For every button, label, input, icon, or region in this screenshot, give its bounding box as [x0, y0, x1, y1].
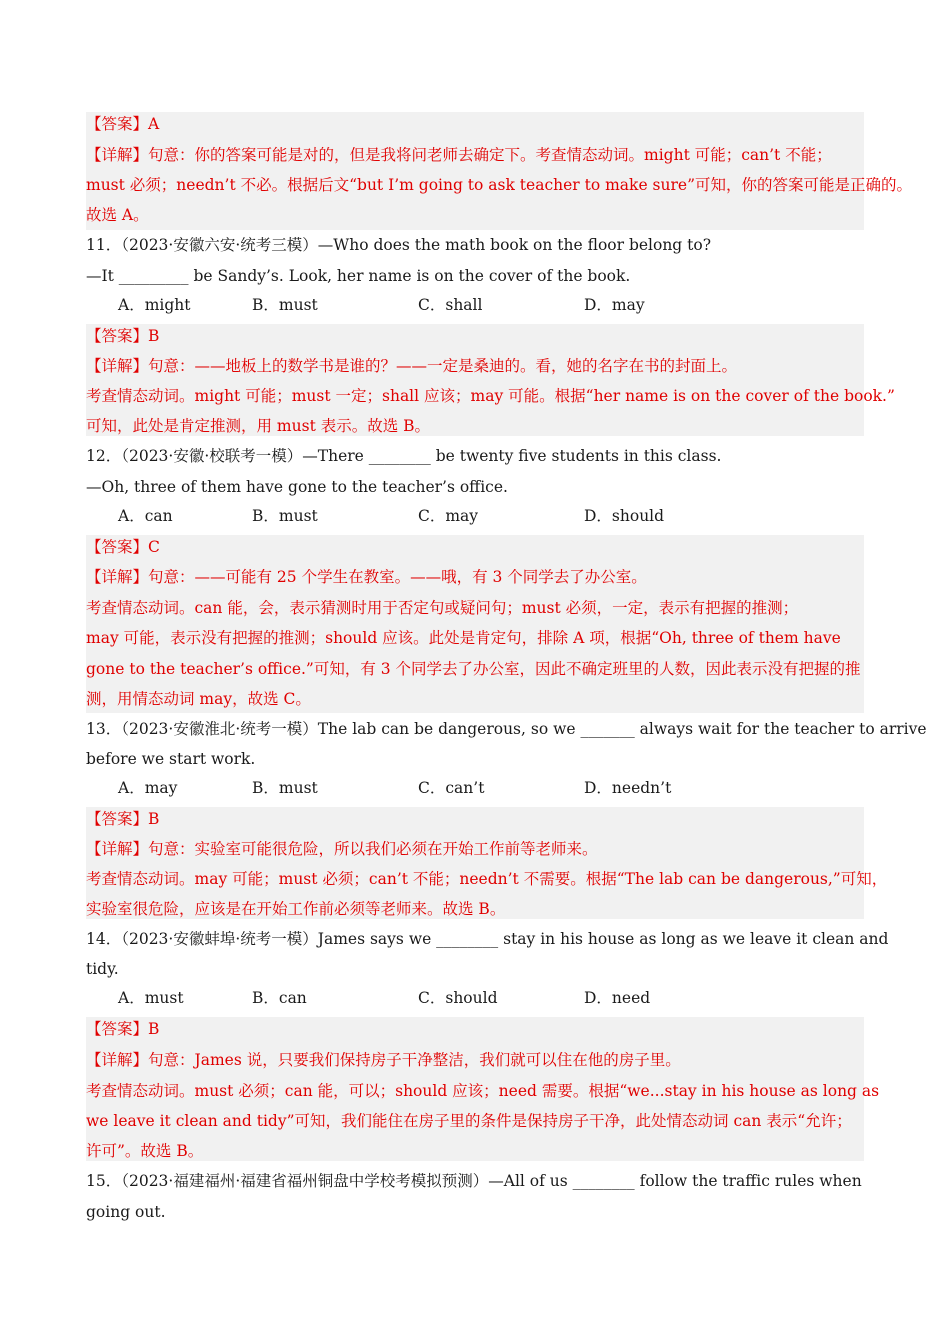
option-b: B．must	[252, 507, 318, 525]
option-b: B．must	[252, 296, 318, 314]
explanation-line: gone to the teacher’s office.”可知，有 3 个同学去了办公室，因此不确定班里的人数，因此表示没有把握的推	[86, 660, 861, 678]
explanation-line: 可知，此处是肯定推测，用 must 表示。故选 B。	[86, 417, 431, 435]
option-a: A．can	[118, 507, 173, 525]
option-d: D．need	[584, 989, 651, 1007]
option-a: A．must	[118, 989, 184, 1007]
explanation-line: 考查情态动词。might 可能；must 一定；shall 应该；may 可能。根据“her name is on the cover of the book.”	[86, 387, 895, 405]
question-stem: 15．（2023·福建福州·福建省福州铜盘中学校考模拟预测）—All of us ________ follow the traffic rules when	[86, 1172, 862, 1190]
option-d: D．may	[584, 296, 645, 314]
explanation-line: 考查情态动词。may 可能；must 必须；can’t 不能；needn’t 不需要。根据“The lab can be dangerous,”可知，	[86, 870, 888, 888]
option-d: D．should	[584, 507, 665, 525]
explanation-line: may 可能，表示没有把握的推测；should 应该。此处是肯定句，排除 A 项，根据“Oh, three of them have	[86, 629, 841, 647]
explanation-line: 【详解】句意：实验室可能很危险，所以我们必须在开始工作前等老师来。	[86, 840, 598, 858]
explanation-line: 【详解】句意：James 说，只要我们保持房子干净整洁，我们就可以住在他的房子里。	[86, 1051, 681, 1069]
explanation-line: 实验室很危险，应该是在开始工作前必须等老师来。故选 B。	[86, 900, 506, 918]
explanation-line: 考查情态动词。must 必须；can 能，可以；should 应该；need 需要。根据“we...stay in his house as long as	[86, 1082, 880, 1100]
explanation-line: 【详解】句意：——可能有 25 个学生在教室。——哦，有 3 个同学去了办公室。	[86, 568, 647, 586]
option-a: A．might	[118, 296, 191, 314]
option-d: D．needn’t	[584, 779, 672, 797]
explanation-line: 测，用情态动词 may，故选 C。	[86, 690, 311, 708]
answer-line: 【答案】C	[86, 538, 160, 556]
explanation-line: must 必须；needn’t 不必。根据后文“but I’m going to ask teacher to make sure”可知，你的答案可能是正确的。	[86, 176, 912, 194]
option-a: A．may	[118, 779, 178, 797]
answer-line: 【答案】B	[86, 1020, 160, 1038]
option-c: C．can’t	[418, 779, 485, 797]
question-stem: —It _________ be Sandy’s. Look, her name is on the cover of the book.	[86, 267, 631, 285]
explanation-line: we leave it clean and tidy”可知，我们能住在房子里的条件是保持房子干净，此处情态动词 can 表示“允许；	[86, 1112, 852, 1130]
answer-line: 【答案】B	[86, 810, 160, 828]
question-stem: 14．（2023·安徽蚌埠·统考一模）James says we ________ stay in his house as long as we leave it clean and	[86, 930, 889, 948]
option-c: C．should	[418, 989, 498, 1007]
option-c: C．may	[418, 507, 479, 525]
question-stem: tidy.	[86, 960, 119, 978]
explanation-line: 故选 A。	[86, 206, 149, 224]
question-stem: going out.	[86, 1203, 166, 1221]
option-b: B．can	[252, 989, 307, 1007]
answer-line: 【答案】A	[86, 115, 160, 133]
question-stem: —Oh, three of them have gone to the teacher’s office.	[86, 478, 508, 496]
question-stem: 12．（2023·安徽·校联考一模）—There ________ be twenty five students in this class.	[86, 447, 722, 465]
option-b: B．must	[252, 779, 318, 797]
option-c: C．shall	[418, 296, 483, 314]
question-stem: 13．（2023·安徽淮北·统考一模）The lab can be dangerous, so we _______ always wait for the teacher to arrive	[86, 720, 927, 738]
explanation-line: 【详解】句意：——地板上的数学书是谁的？——一定是桑迪的。看，她的名字在书的封面上。	[86, 357, 738, 375]
explanation-line: 考查情态动词。can 能，会，表示猜测时用于否定句或疑问句；must 必须，一定，表示有把握的推测；	[86, 599, 799, 617]
question-stem: 11．（2023·安徽六安·统考三模）—Who does the math book on the floor belong to?	[86, 236, 712, 254]
question-stem: before we start work.	[86, 750, 256, 768]
explanation-line: 许可”。故选 B。	[86, 1142, 204, 1160]
answer-line: 【答案】B	[86, 327, 160, 345]
explanation-line: 【详解】句意：你的答案可能是对的，但是我将问老师去确定下。考查情态动词。might 可能；can’t 不能；	[86, 146, 832, 164]
